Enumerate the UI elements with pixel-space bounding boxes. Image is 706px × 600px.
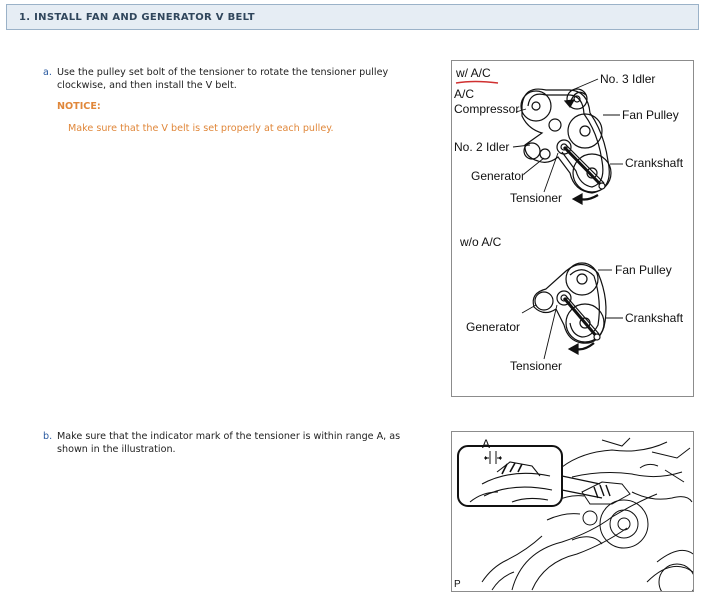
tensioner-indicator-illustration (452, 432, 693, 591)
step-text-line2: clockwise, and then install the V belt. (57, 79, 237, 91)
belt-routing-diagram (452, 61, 693, 396)
compressor-label: Compressor (454, 102, 520, 116)
tensioner-indicator-figure (451, 431, 694, 592)
idler-small (549, 119, 561, 131)
no2-idler-label: No. 2 Idler (454, 140, 510, 154)
belt-diagram-wac (513, 79, 623, 204)
crankshaft-label-2: Crankshaft (625, 311, 684, 325)
figure-corner-label: P (454, 579, 461, 590)
generator-pulley (540, 149, 550, 159)
range-a-label: A (482, 437, 491, 451)
notice-text: Make sure that the V belt is set properly at each pulley. (68, 123, 334, 134)
woac-label: w/o A/C (460, 235, 502, 249)
step-text-line2: shown in the illustration. (57, 443, 176, 455)
belt-diagram-woac (522, 263, 623, 359)
section-header (6, 4, 699, 30)
step-text-line1: Use the pulley set bolt of the tensioner to rotate the tensioner pulley (57, 67, 389, 78)
generator-label-2: Generator (466, 320, 521, 334)
ac-label: A/C (454, 87, 475, 101)
step-b (43, 431, 443, 457)
step-text-line1: Make sure that the indicator mark of the tensioner is within range A, as (57, 431, 401, 442)
tensioner-label: Tensioner (510, 191, 563, 205)
tensioner-label-2: Tensioner (510, 359, 563, 373)
fan-pulley-label: Fan Pulley (622, 108, 679, 122)
fan-pulley (568, 114, 602, 148)
fan-pulley-label-2: Fan Pulley (615, 263, 672, 277)
crankshaft-label: Crankshaft (625, 156, 684, 170)
wac-label: w/ A/C (456, 66, 491, 80)
belt-routing-figure (451, 60, 694, 397)
generator-label: Generator (471, 169, 526, 183)
generator-pulley-2 (535, 292, 553, 310)
step-marker: a. (43, 67, 52, 78)
no3-idler-label: No. 3 Idler (600, 72, 656, 86)
notice-label: NOTICE: (57, 101, 101, 112)
step-a (43, 67, 443, 93)
section-title: 1. INSTALL FAN AND GENERATOR V BELT (19, 12, 255, 23)
wac-underline (456, 82, 498, 84)
step-marker: b. (43, 431, 53, 442)
